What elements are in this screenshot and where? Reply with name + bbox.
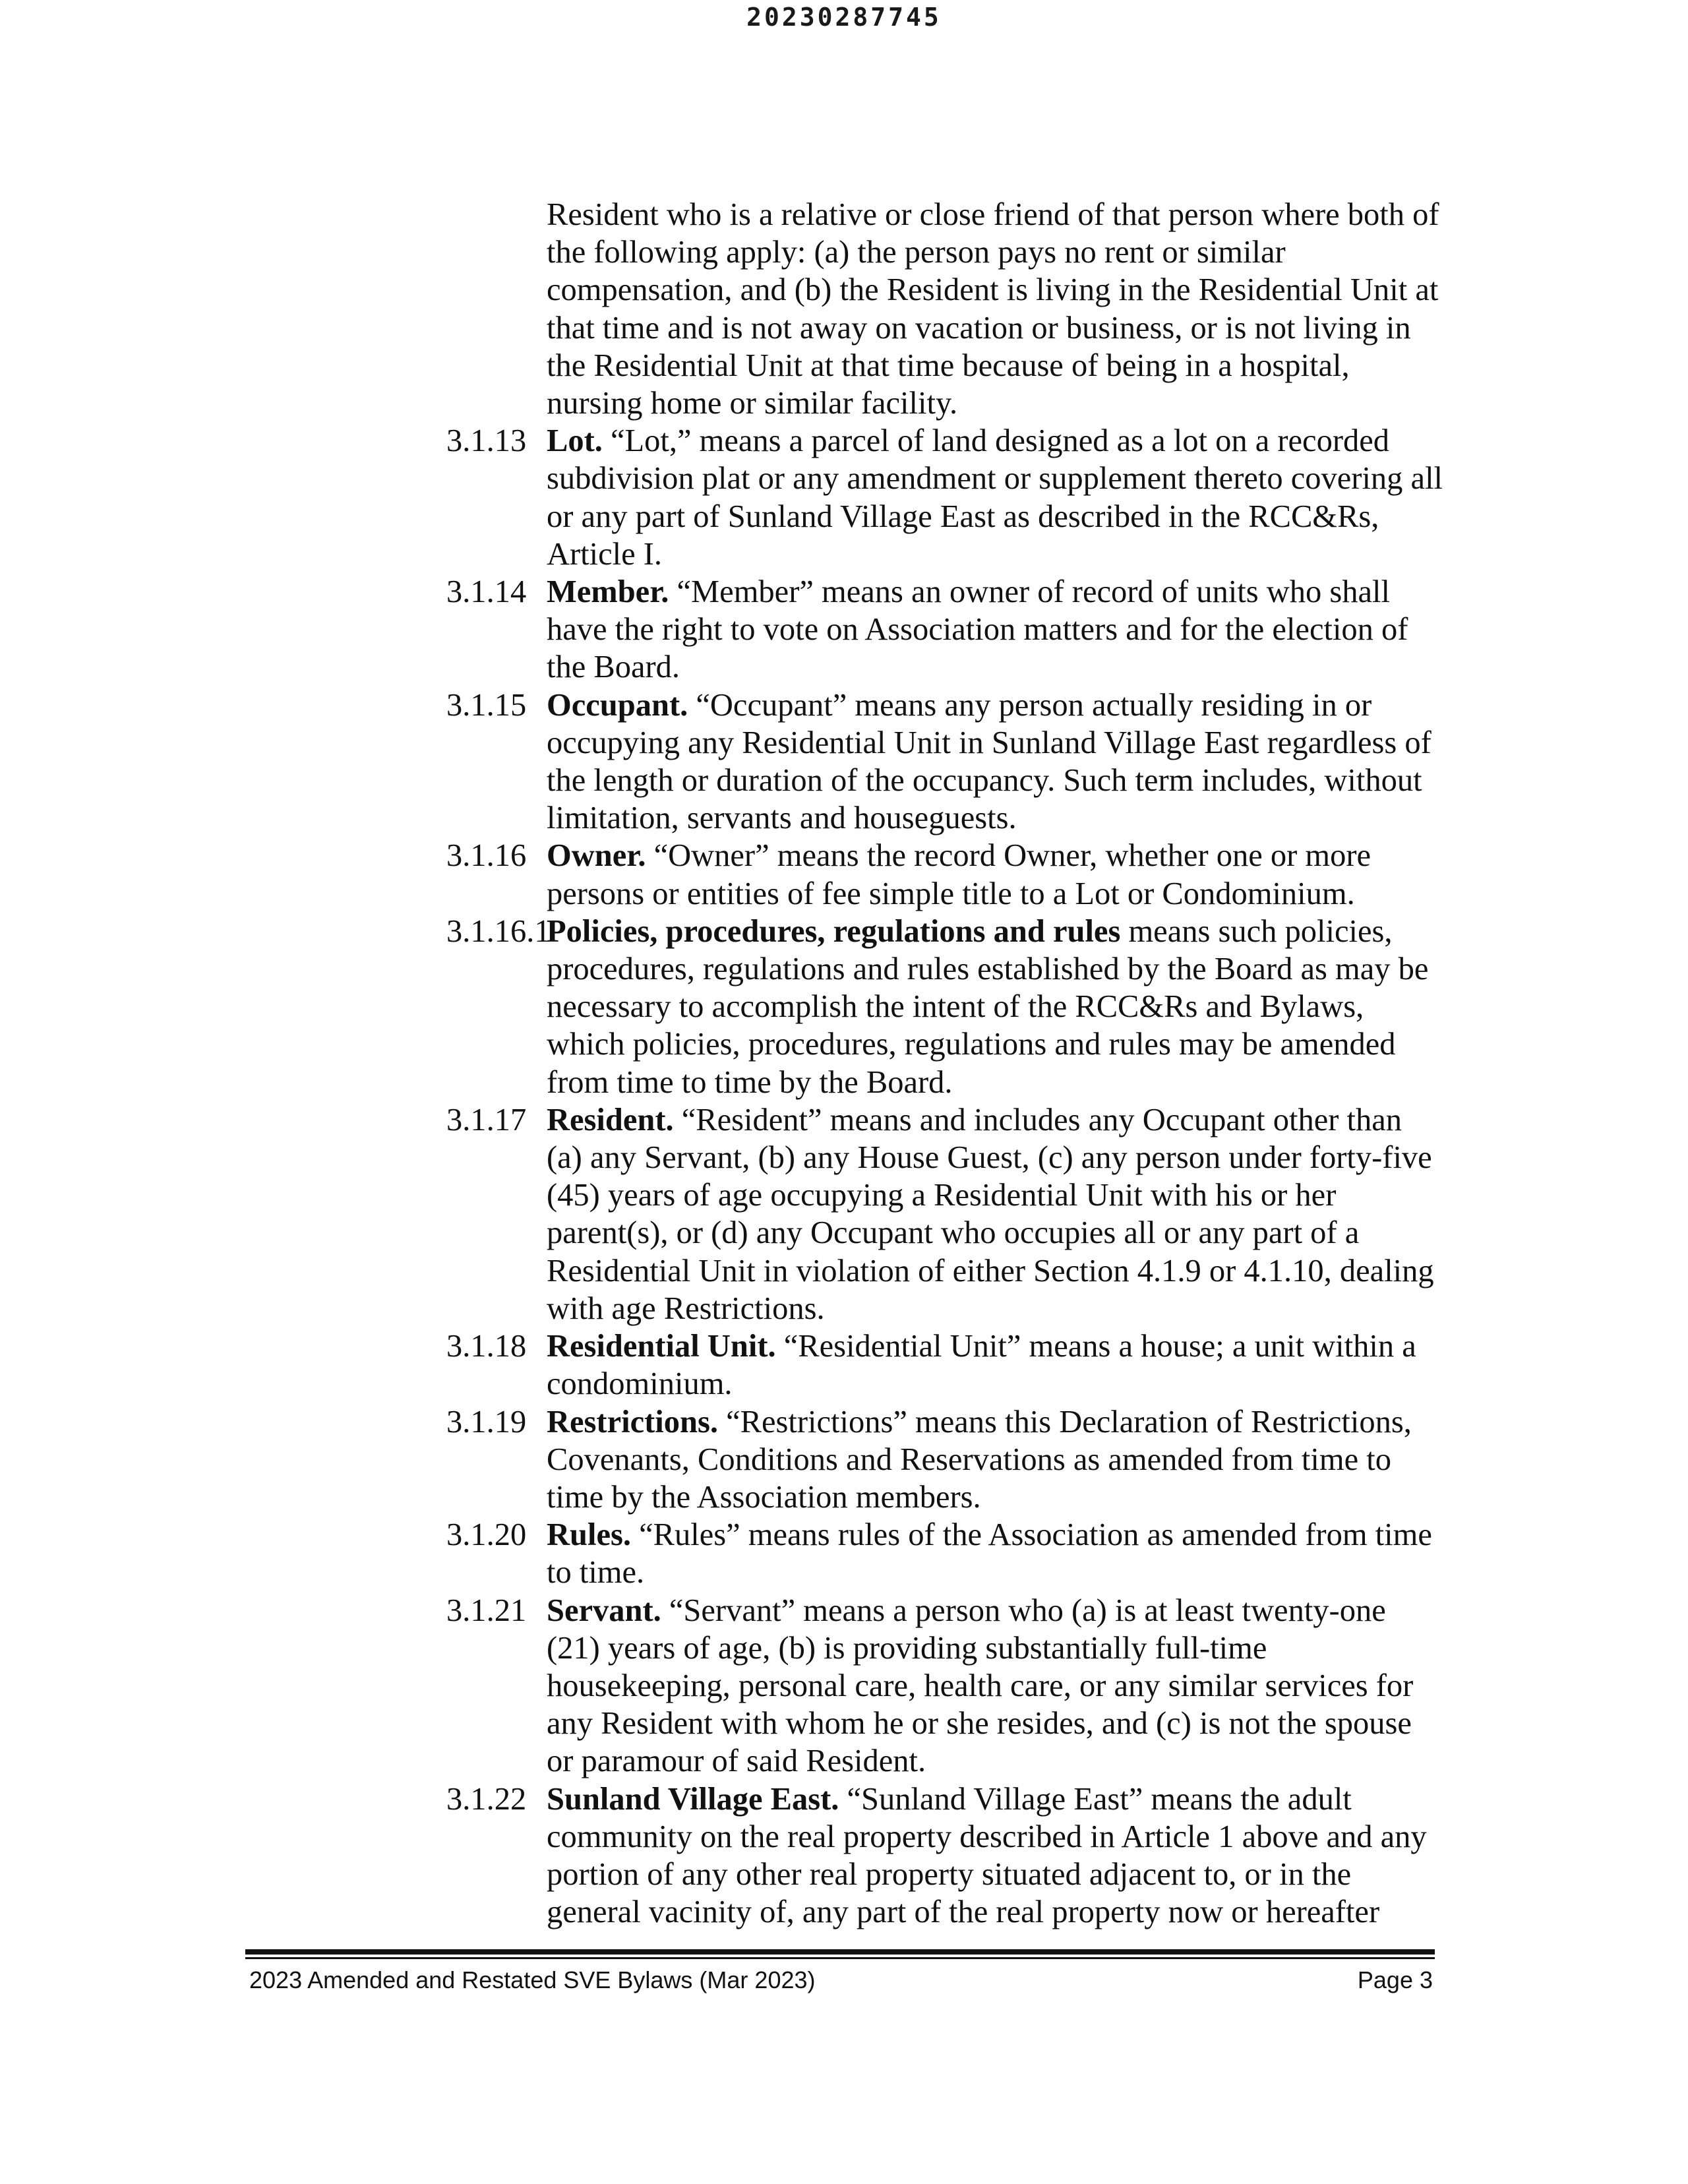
definition-term: Member. [547, 574, 669, 610]
definition-term: Servant. [547, 1592, 661, 1628]
definition-number: 3.1.22 [446, 1781, 527, 1817]
definition-3-1-19 [446, 1403, 1443, 1517]
definition-number: 3.1.18 [446, 1329, 527, 1364]
definition-number: 3.1.21 [446, 1592, 527, 1628]
definition-text: “Occupant” means any person actually residing in or occupying any Residential Unit in Sunland Village East regardless of the length or duration of the occupancy. Such term includes, without limitation, servants and houseguests. [547, 687, 1432, 836]
definition-3-1-21 [446, 1592, 1443, 1780]
definition-number: 3.1.17 [446, 1102, 527, 1138]
definition-term: Resident. [547, 1102, 674, 1138]
document-body [0, 196, 1688, 1931]
document-number: 20230287745 [746, 3, 942, 32]
definition-term: Lot. [547, 423, 603, 459]
definition-number: 3.1.20 [446, 1517, 527, 1553]
definition-term: Rules. [547, 1517, 631, 1553]
definition-3-1-20 [446, 1516, 1443, 1591]
definition-text: means such policies, procedures, regulations and rules established by the Board as may be necessary to accomplish the intent of the RCC&Rs and Bylaws, which policies, procedures, regulations and rules may be amended from time to time by the Board. [547, 913, 1429, 1100]
definition-text: “Restrictions” means this Declaration of Restrictions, Covenants, Conditions and Reservations as amended from time to time by the Association members. [547, 1404, 1412, 1515]
definition-3-1-13 [446, 422, 1443, 573]
definition-text: “Resident” means and includes any Occupant other than (a) any Servant, (b) any House Guest, (c) any person under forty-five (45) years of age occupying a Residential Unit with his or her parent(s), or (d) any Occupant who occupies all or any part of a Residential Unit in violation of either Section 4.1.9 or 4.1.10, dealing with age Restrictions. [547, 1102, 1434, 1326]
definition-number: 3.1.16.1 [446, 913, 551, 949]
definition-text: “Rules” means rules of the Association as amended from time to time. [547, 1517, 1432, 1591]
definition-term: Owner. [547, 838, 646, 874]
definition-term: Restrictions. [547, 1404, 718, 1440]
definition-text: “Servant” means a person who (a) is at least twenty-one (21) years of age, (b) is providing substantially full-time housekeeping, personal care, health care, or any similar services for any Resident with whom he or she resides, and (c) is not the spouse or paramour of said Resident. [547, 1592, 1414, 1779]
footer-rule-thick [245, 1949, 1435, 1955]
footer-title: 2023 Amended and Restated SVE Bylaws (Mar 2023) [249, 1966, 816, 1993]
definition-term: Residential Unit. [547, 1329, 776, 1364]
definition-term: Sunland Village East. [547, 1781, 839, 1817]
definition-3-1-16-1 [446, 913, 1443, 1101]
definition-text: “Owner” means the record Owner, whether one or more persons or entities of fee simple title to a Lot or Condominium. [547, 838, 1372, 911]
definition-text: “Lot,” means a parcel of land designed as a lot on a recorded subdivision plat or any amendment or supplement thereto covering all or any part of Sunland Village East as described in the RCC&Rs, Article I. [547, 423, 1443, 572]
definition-3-1-17 [446, 1101, 1443, 1327]
definition-3-1-18 [446, 1327, 1443, 1403]
page-number: Page 3 [1357, 1966, 1433, 1993]
definition-number: 3.1.16 [446, 838, 527, 874]
definition-term: Occupant. [547, 687, 688, 723]
footer-rule-thin [245, 1957, 1435, 1959]
definition-3-1-15 [446, 686, 1443, 837]
definition-number: 3.1.13 [446, 423, 527, 459]
definition-number: 3.1.14 [446, 574, 527, 610]
definition-3-1-16 [446, 837, 1443, 912]
definition-3-1-14 [446, 573, 1443, 686]
definition-text: “Member” means an owner of record of units who shall have the right to vote on Association matters and for the election of the Board. [547, 574, 1408, 685]
definition-number: 3.1.15 [446, 687, 527, 723]
definition-term: Policies, procedures, regulations and rules [547, 913, 1121, 949]
definition-3-1-22 [446, 1780, 1443, 1931]
definition-text: “Residential Unit” means a house; a unit within a condominium. [547, 1329, 1416, 1402]
definition-number: 3.1.19 [446, 1404, 527, 1440]
definition-text: “Sunland Village East” means the adult community on the real property described in Article 1 above and any portion of any other real property situated adjacent to, or in the general vacinity of, any part of the real property now or hereafter [547, 1781, 1427, 1930]
intro-paragraph: Resident who is a relative or close friend of that person where both of the following apply: (a) the person pays no rent or similar compensation, and (b) the Resident is living in the Residential Unit at that time and is not away on vacation or business, or is not living in the Residential Unit at that time because of being in a hospital, nursing home or similar facility. [547, 197, 1439, 421]
